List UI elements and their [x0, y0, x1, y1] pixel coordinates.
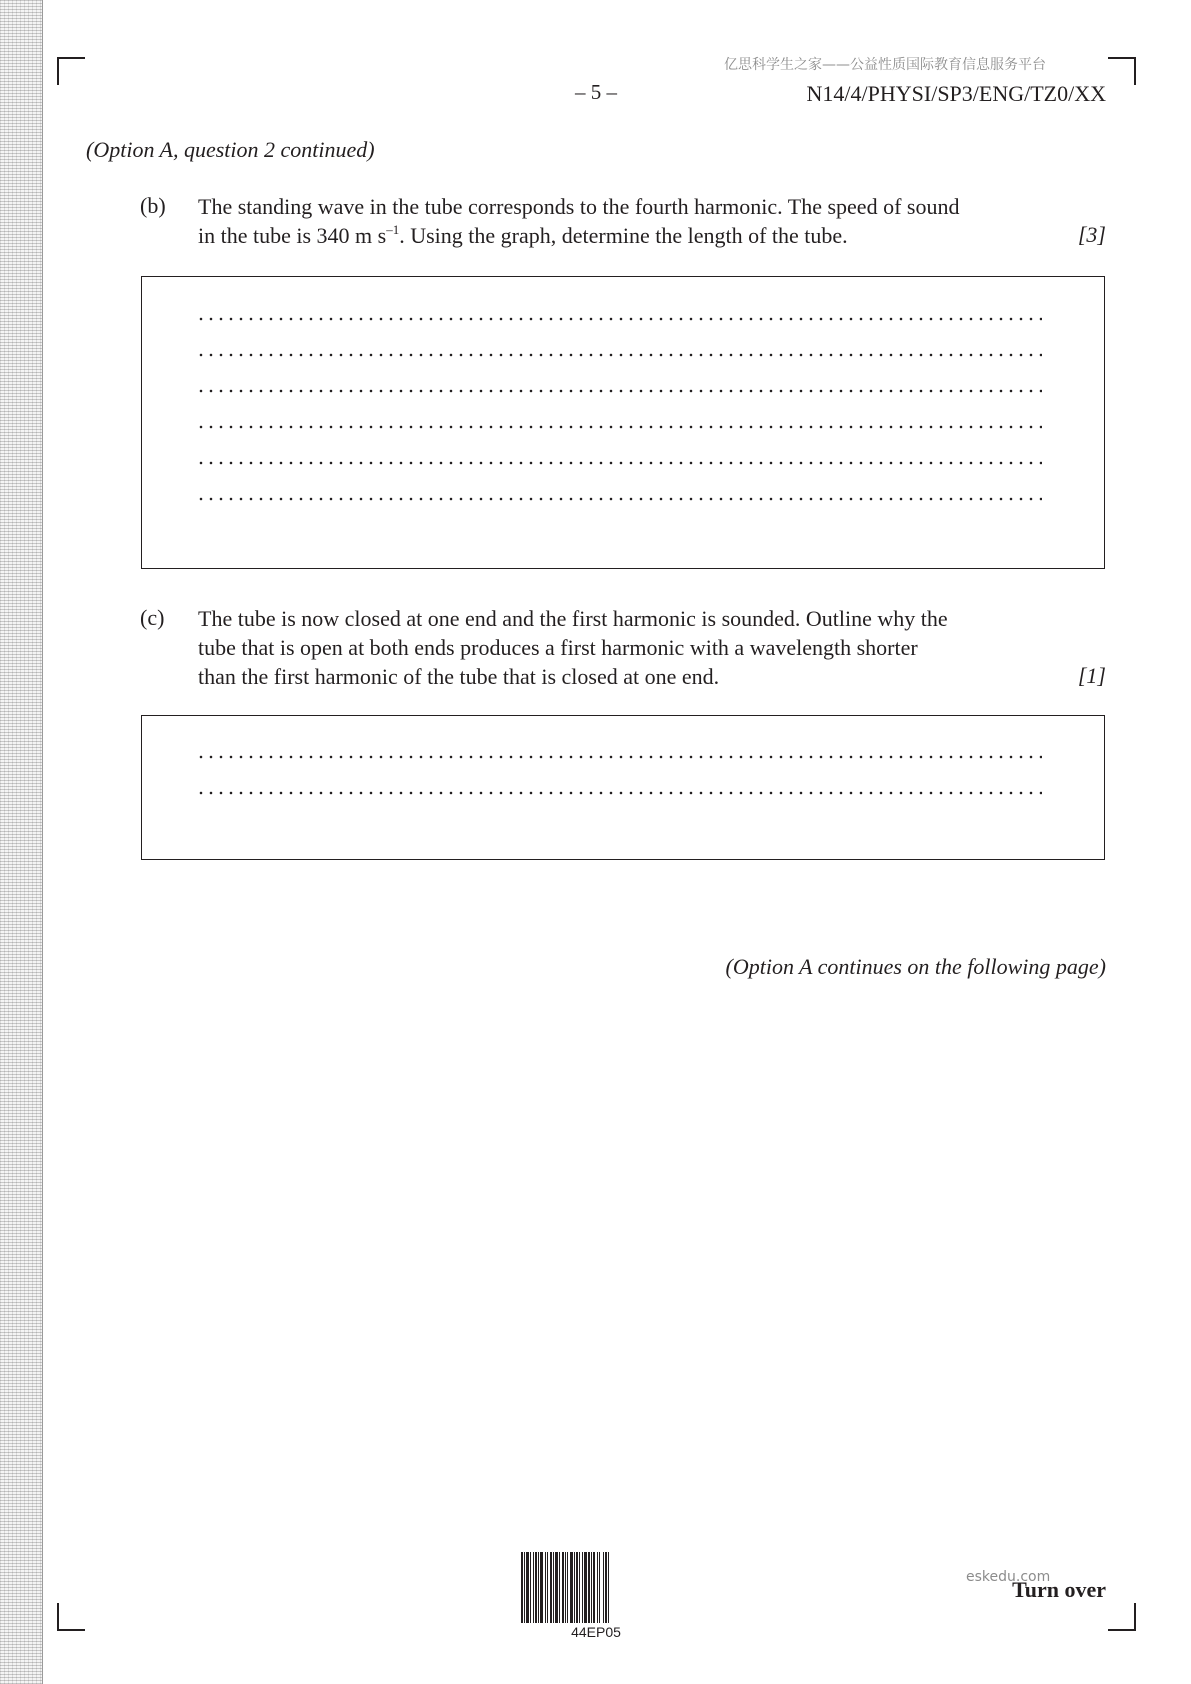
question-c-label: (c): [140, 605, 165, 630]
answer-line[interactable]: [196, 425, 1042, 429]
question-b-line-2-end: . Using the graph, determine the length of the tube.: [399, 223, 848, 248]
barcode-bar: [609, 1552, 611, 1623]
crop-mark-bottom-left: [57, 1603, 85, 1631]
answer-box-c[interactable]: [141, 715, 1105, 860]
header-watermark: 亿思科学生之家——公益性质国际教育信息服务平台: [724, 57, 1046, 73]
answer-line[interactable]: [196, 389, 1042, 393]
question-c-line-3: than the first harmonic of the tube that is closed at one end.: [198, 664, 720, 689]
footer-watermark: eskedu.com: [966, 1569, 1051, 1585]
paper-code: N14/4/PHYSI/SP3/ENG/TZ0/XX: [806, 81, 1106, 106]
unit-exponent: –1: [386, 222, 400, 237]
turn-over-label: Turn over: [1012, 1577, 1106, 1602]
continued-label: (Option A, question 2 continued): [86, 137, 375, 162]
answer-line[interactable]: [196, 755, 1042, 759]
continues-note: (Option A continues on the following page): [725, 954, 1106, 979]
crop-mark-top-left: [57, 57, 85, 85]
question-b-line-2: [198, 221, 1050, 250]
question-b-line-1: The standing wave in the tube corresponds to the fourth harmonic. The speed of sound: [198, 194, 960, 219]
scan-edge-strip: [0, 0, 43, 1684]
question-b-marks: [3]: [1077, 222, 1106, 247]
question-c-text: [198, 604, 1050, 691]
answer-box-b[interactable]: [141, 276, 1105, 569]
answer-line[interactable]: [196, 497, 1042, 501]
question-c-line-1: The tube is now closed at one end and the first harmonic is sounded. Outline why the: [198, 606, 948, 631]
answer-line[interactable]: [196, 353, 1042, 357]
question-b-text: [198, 192, 1050, 250]
crop-mark-top-right: [1108, 57, 1136, 85]
question-c-marks: [1]: [1077, 663, 1106, 688]
barcode: [521, 1552, 671, 1640]
question-c-line-2: tube that is open at both ends produces a first harmonic with a wavelength shorter: [198, 635, 918, 660]
crop-mark-bottom-right: [1108, 1603, 1136, 1631]
question-b-label: (b): [140, 193, 166, 218]
answer-line[interactable]: [196, 461, 1042, 465]
barcode-text: 44EP05: [571, 1624, 621, 1640]
answer-line[interactable]: [196, 791, 1042, 795]
page-number: – 5 –: [575, 80, 617, 104]
question-b-line-2-start: in the tube is 340 m s: [198, 223, 387, 248]
answer-line[interactable]: [196, 317, 1042, 321]
barcode-bars: [521, 1552, 671, 1623]
